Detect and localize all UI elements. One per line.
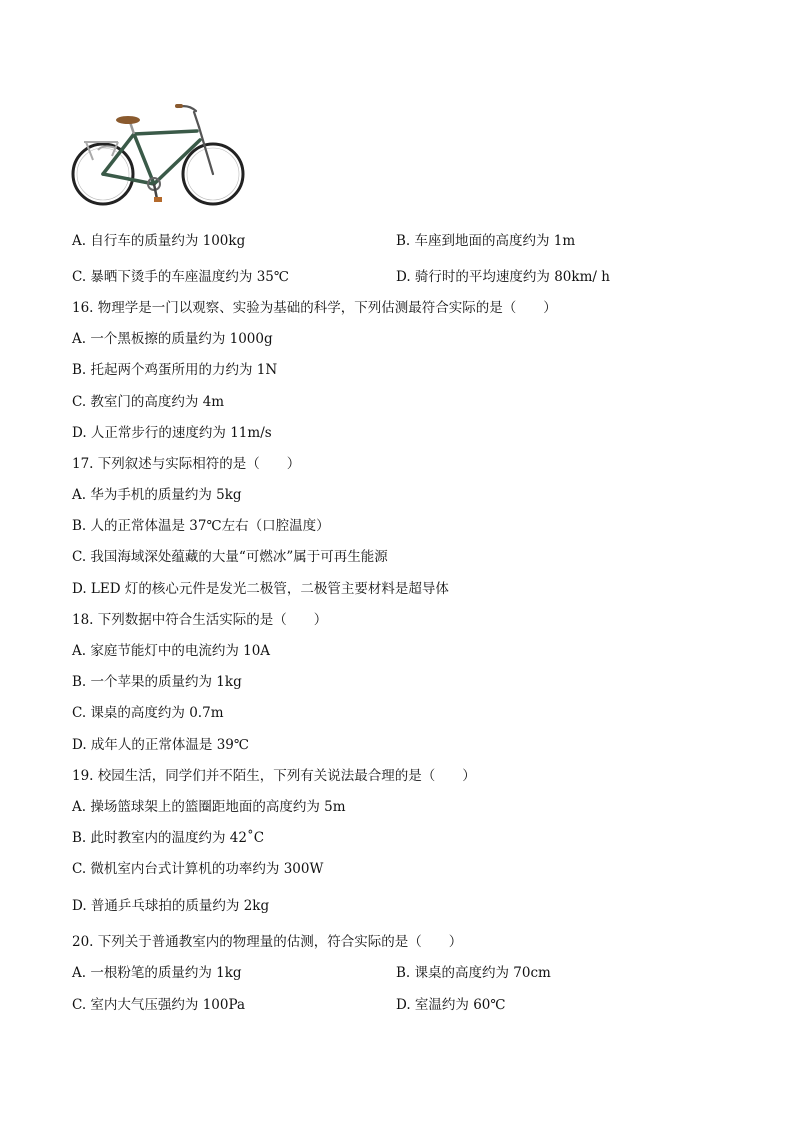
q15-option-c: C. 暴晒下烫手的车座温度约为 35℃ [72,269,290,285]
q20-option-d: D. 室温约为 60℃ [396,997,506,1013]
q18-option-c: C. 课桌的高度约为 0.7m [72,705,224,721]
q16-stem: 16. 物理学是一门以观察、实验为基础的科学，下列估测最符合实际的是（ ） [72,300,557,316]
q19-option-c: C. 微机室内台式计算机的功率约为 300W [72,861,324,877]
q15-option-d: D. 骑行时的平均速度约为 80km/ h [396,269,610,285]
q16-option-b: B. 托起两个鸡蛋所用的力约为 1N [72,362,278,378]
q18-option-a: A. 家庭节能灯中的电流约为 10A [72,643,271,659]
q19-option-d: D. 普通乒乓球拍的质量约为 2kg [72,898,270,914]
q15-option-a: A. 自行车的质量约为 100kg [72,233,246,249]
q15-option-b: B. 车座到地面的高度约为 1m [396,233,576,249]
q17-option-b: B. 人的正常体温是 37℃左右（口腔温度） [72,518,330,534]
q20-option-c: C. 室内大气压强约为 100Pa [72,997,246,1013]
q17-option-a: A. 华为手机的质量约为 5kg [72,487,242,503]
q17-option-d: D. LED 灯的核心元件是发光二极管，二极管主要材料是超导体 [72,581,449,597]
q18-stem: 18. 下列数据中符合生活实际的是（ ） [72,612,328,628]
q19-option-a: A. 操场篮球架上的篮圈距地面的高度约为 5m [72,799,346,815]
saddle [116,116,140,124]
q20-option-b: B. 课桌的高度约为 70cm [396,965,551,981]
q16-option-c: C. 教室门的高度约为 4m [72,394,225,410]
q20-stem: 20. 下列关于普通教室内的物理量的估测，符合实际的是（ ） [72,934,463,950]
q17-option-c: C. 我国海域深处蕴藏的大量“可燃冰”属于可再生能源 [72,549,388,565]
q16-option-d: D. 人正常步行的速度约为 11m/s [72,425,272,441]
q19-option-b: B. 此时教室内的温度约为 42˚C [72,830,265,846]
q18-option-b: B. 一个苹果的质量约为 1kg [72,674,242,690]
q16-option-a: A. 一个黑板擦的质量约为 1000g [72,331,273,347]
q17-stem: 17. 下列叙述与实际相符的是（ ） [72,456,301,472]
q18-option-d: D. 成年人的正常体温是 39℃ [72,737,249,753]
bicycle-illustration [70,98,250,216]
q19-stem: 19. 校园生活，同学们并不陌生，下列有关说法最合理的是（ ） [72,768,476,784]
q20-option-a: A. 一根粉笔的质量约为 1kg [72,965,242,981]
